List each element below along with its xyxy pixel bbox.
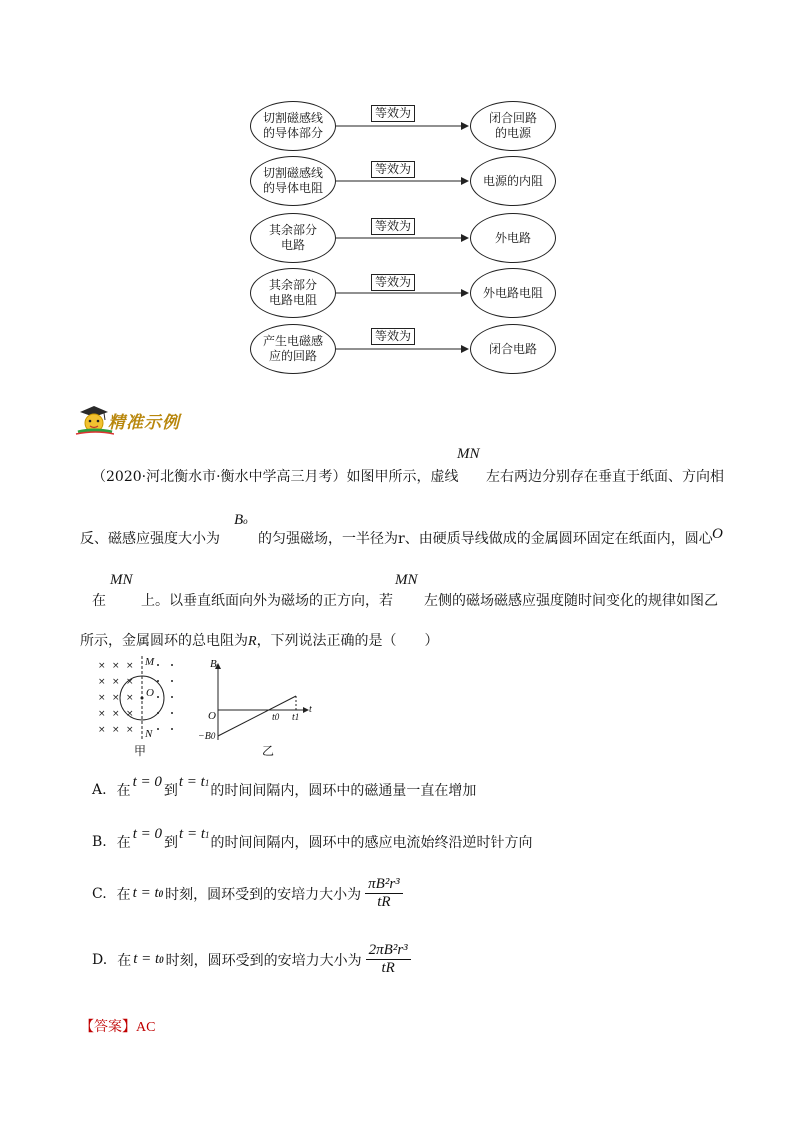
- option-b: B. 在 t = 0 到 t = t1 的时间间隔内，圆环中的感应电流始终沿逆时针方向: [92, 825, 533, 851]
- ellipse-right-1: 闭合回路 的电源: [470, 101, 556, 151]
- question-line-3c: 左侧的磁场磁感应强度随时间变化的规律如图乙: [424, 593, 718, 609]
- answer-value: AC: [136, 1020, 156, 1035]
- question-line-4: 所示，金属圆环的总电阻为R，下列说法正确的是（ ）: [80, 633, 439, 649]
- question-line-2b: 的匀强磁场，一半径为r、由硬质导线做成的金属圆环固定在纸面内，圆心: [258, 531, 713, 547]
- label-yi: 乙: [262, 744, 275, 758]
- label-t0: t0: [272, 712, 280, 723]
- var-MN-1: MN: [457, 446, 480, 462]
- option-a: A. 在 t = 0 到 t = t1 的时间间隔内，圆环中的磁通量一直在增加: [92, 773, 477, 799]
- ellipse-right-3: 外电路: [470, 213, 556, 263]
- svg-text:×: ×: [126, 725, 134, 735]
- question-line-1b: 左右两边分别存在垂直于纸面、方向相: [486, 469, 724, 485]
- label-equivalent-5: 等效为: [371, 328, 415, 345]
- svg-text:×: ×: [112, 693, 120, 703]
- option-c: C. 在 t = t0 时刻，圆环受到的安培力大小为 $\frac{\text{πB²r³}}{tR}$: [92, 876, 403, 911]
- section-heading: [74, 404, 214, 436]
- var-B0: Bo: [234, 512, 248, 528]
- ellipse-left-3: 其余部分 电路: [250, 213, 336, 263]
- label-N: N: [145, 728, 153, 740]
- label-equivalent-3: 等效为: [371, 218, 415, 235]
- question-line-3: 在: [92, 593, 106, 609]
- svg-text:×: ×: [98, 661, 106, 671]
- ellipse-left-5: 产生电磁感 应的回路: [250, 324, 336, 374]
- svg-text:×: ×: [98, 725, 106, 735]
- ellipse-left-4: 其余部分 电路电阻: [250, 268, 336, 318]
- label-O-center: O: [146, 687, 154, 699]
- ellipse-right-2: 电源的内阻: [470, 156, 556, 206]
- svg-text:×: ×: [126, 709, 134, 719]
- svg-text:×: ×: [98, 709, 106, 719]
- label-M: M: [145, 656, 155, 668]
- svg-text:×: ×: [126, 693, 134, 703]
- fraction-c: $\frac{\text{πB²r³}}{tR}$: [365, 876, 403, 911]
- field-diagram: [94, 656, 194, 748]
- svg-text:×: ×: [112, 725, 120, 735]
- label-jia: 甲: [134, 744, 147, 758]
- ellipse-right-4: 外电路电阻: [470, 268, 556, 318]
- section-title: 精准示例: [108, 413, 180, 433]
- svg-text:×: ×: [126, 677, 134, 687]
- var-O: O: [712, 526, 723, 542]
- svg-text:×: ×: [112, 709, 120, 719]
- label-O-origin: O: [208, 710, 216, 722]
- svg-text:×: ×: [112, 661, 120, 671]
- label-equivalent-1: 等效为: [371, 105, 415, 122]
- label-neg-B0: −B0: [198, 731, 216, 742]
- fraction-d: $\frac{\text{2πB²r³}}{tR}$: [366, 942, 411, 977]
- label-B-axis: B: [210, 658, 217, 670]
- svg-text:×: ×: [98, 693, 106, 703]
- question-line-2: 反、磁感应强度大小为: [80, 531, 220, 547]
- var-MN-3: MN: [395, 572, 418, 588]
- question-line-3b: 上。以垂直纸面向外为磁场的正方向，若: [141, 593, 393, 609]
- ellipse-left-2: 切割磁感线 的导体电阻: [250, 156, 336, 206]
- svg-text:×: ×: [126, 661, 134, 671]
- answer-line: [80, 1016, 155, 1036]
- label-equivalent-2: 等效为: [371, 161, 415, 178]
- svg-text:×: ×: [112, 677, 120, 687]
- label-t1: t1: [292, 712, 300, 723]
- ellipse-left-1: 切割磁感线 的导体部分: [250, 101, 336, 151]
- option-d: D. 在 t = t0 时刻，圆环受到的安培力大小为 $\frac{\text{2πB²r³}}{tR}$: [92, 942, 411, 977]
- var-MN-2: MN: [110, 572, 133, 588]
- label-t-axis: t: [309, 704, 312, 715]
- label-equivalent-4: 等效为: [371, 274, 415, 291]
- svg-text:×: ×: [98, 677, 106, 687]
- question-line-1: （2020·河北衡水市·衡水中学高三月考）如图甲所示，虚线: [92, 469, 459, 485]
- ellipse-right-5: 闭合电路: [470, 324, 556, 374]
- answer-label: 【答案】: [80, 1019, 136, 1035]
